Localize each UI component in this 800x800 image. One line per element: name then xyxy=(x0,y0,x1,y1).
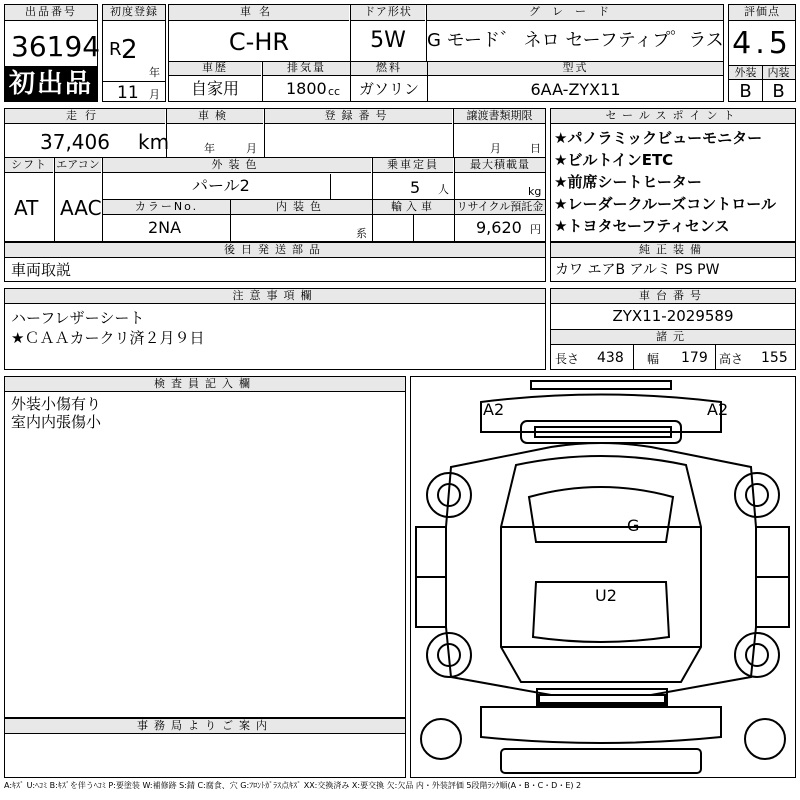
height-label: 高さ xyxy=(719,352,744,366)
inspector-box xyxy=(4,376,406,718)
sales-point-item: ★パノラミックビューモニター xyxy=(554,129,763,147)
shift-value: AT xyxy=(14,196,39,220)
exterior-score: B xyxy=(739,81,752,102)
car-name-label: 車名 xyxy=(169,5,349,21)
notes-box xyxy=(4,288,546,370)
first-listing-badge: 初出品 xyxy=(4,66,98,102)
fuel-value: ガソリン xyxy=(358,80,419,98)
aircon-value: AAC xyxy=(60,196,102,220)
displacement-label: 排気量 xyxy=(263,62,350,76)
capacity-label: 乗車定員 xyxy=(373,158,453,173)
lot-number-label: 出品番号 xyxy=(5,5,97,21)
office-box xyxy=(4,718,406,778)
sales-point-item: ★ビルトインETC xyxy=(554,151,674,169)
width-value: 179 xyxy=(681,350,708,366)
era-letter: R xyxy=(109,39,122,60)
equipment-label: 純正装備 xyxy=(551,243,795,258)
damage-mark: U2 xyxy=(595,586,617,605)
recycle-unit: 円 xyxy=(530,223,541,236)
sales-points-box xyxy=(550,108,796,242)
displacement-unit: cc xyxy=(328,85,341,98)
fuel-label: 燃料 xyxy=(351,62,427,76)
inspector-label: 検査員記入欄 xyxy=(5,377,405,392)
mileage-unit: km xyxy=(138,130,170,154)
inspection-month-unit: 月 xyxy=(246,142,257,155)
load-unit: kg xyxy=(528,185,542,198)
inspection-label: 車検 xyxy=(167,109,263,124)
dims-label: 諸元 xyxy=(551,330,795,345)
int-color-label: 内装色 xyxy=(231,200,372,215)
lot-number-value: 36194 xyxy=(11,30,101,63)
ext-color-value: パール2 xyxy=(192,176,250,195)
recycle-value: 9,620 xyxy=(476,218,522,237)
chassis-value: ZYX11-2029589 xyxy=(612,307,734,325)
sales-points-label: セールスポイント xyxy=(551,109,795,124)
damage-diagram-box xyxy=(410,376,796,778)
transfer-day-unit: 日 xyxy=(530,142,541,155)
later-parts-box xyxy=(4,242,546,282)
score-value: 4.5 xyxy=(732,26,792,61)
load-label: 最大積載量 xyxy=(455,158,545,173)
note-line: ★ＣＡＡカークリ済２月９日 xyxy=(11,329,205,347)
damage-mark: A2 xyxy=(483,400,505,419)
sales-point-item: ★前席シートヒーター xyxy=(554,173,702,191)
chassis-box xyxy=(550,288,796,370)
transfer-month-unit: 月 xyxy=(490,142,501,155)
color-no-value: 2NA xyxy=(148,218,182,237)
equipment-box xyxy=(550,242,796,282)
score-box xyxy=(728,4,796,102)
mileage-label: 走行 xyxy=(5,109,165,124)
month-unit: 月 xyxy=(149,88,160,101)
inspection-year-unit: 年 xyxy=(204,142,215,155)
transfer-docs-label: 譲渡書類期限 xyxy=(454,109,545,124)
first-registration-box xyxy=(102,4,166,102)
mileage-value: 37,406 xyxy=(40,130,110,154)
int-color-unit: 系 xyxy=(356,227,367,240)
sales-point-item: ★レーダークルーズコントロール xyxy=(554,195,776,213)
car-name-value: C-HR xyxy=(228,28,290,56)
grade-value: G モード゛ ネロ セーフティプ゜ラス xyxy=(427,30,724,51)
notes-label: 注意事項欄 xyxy=(5,289,545,304)
damage-mark: A2 xyxy=(707,400,729,419)
ext-color-label: 外装色 xyxy=(103,158,371,173)
sales-point-item: ★トヨタセーフティセンス xyxy=(554,217,730,235)
chassis-label: 車台番号 xyxy=(551,289,795,304)
shift-label: シフト xyxy=(5,158,53,173)
color-no-label: カラーNo. xyxy=(103,200,230,215)
inspector-line: 室内内張傷小 xyxy=(11,413,102,431)
model-value: 6AA-ZYX11 xyxy=(530,80,621,99)
year-unit: 年 xyxy=(149,66,160,79)
first-registration-label: 初度登録 xyxy=(103,5,165,21)
registration-year: 2 xyxy=(121,35,138,65)
interior-score: B xyxy=(772,81,785,102)
registration-label: 登録番号 xyxy=(265,109,452,124)
displacement-value: 1800 xyxy=(286,79,327,98)
exterior-score-label: 外装 xyxy=(729,66,762,80)
height-value: 155 xyxy=(761,350,788,366)
spec-box xyxy=(4,108,546,242)
history-label: 車歴 xyxy=(169,62,261,76)
length-label: 長さ xyxy=(555,352,580,366)
interior-score-label: 内装 xyxy=(762,66,795,80)
history-value: 自家用 xyxy=(190,79,239,98)
grade-label: グレード xyxy=(427,5,723,21)
recycle-label: リサイクル預託金 xyxy=(456,200,544,213)
door-label: ドア形状 xyxy=(351,5,425,21)
capacity-unit: 人 xyxy=(438,183,449,196)
registration-month: 11 xyxy=(117,83,139,103)
aircon-label: エアコン xyxy=(56,158,100,171)
import-label: 輸入車 xyxy=(373,200,454,215)
door-value: 5W xyxy=(370,28,406,53)
damage-mark: G xyxy=(627,516,640,535)
inspector-line: 外装小傷有り xyxy=(11,395,102,413)
capacity-value: 5 xyxy=(410,178,421,197)
model-label: 型式 xyxy=(428,62,723,76)
note-line: ハーフレザーシート xyxy=(11,309,145,327)
score-label: 評価点 xyxy=(729,5,795,21)
later-parts-label: 後日発送部品 xyxy=(5,243,545,258)
office-label: 事務局よりご案内 xyxy=(5,719,405,734)
length-value: 438 xyxy=(597,350,624,366)
car-diagram xyxy=(411,377,795,777)
width-label: 幅 xyxy=(647,352,660,366)
legend-text: A:ｷｽﾞ U:ﾍｺﾐ B:ｷｽﾞを伴うﾍｺﾐ P:要塗装 W:補修跡 S:錆 C:腐食、穴 G:ﾌﾛﾝﾄｶﾞﾗｽ点ｷｽﾞ XX:交換済み X:要交換 欠:欠品 内・外装評価 5段階ﾗﾝｸ順(A・B・C・D・E) 2 xyxy=(4,781,582,790)
equipment-value: カワ エアB アルミ PS PW xyxy=(555,262,720,278)
later-parts-value: 車両取説 xyxy=(11,261,72,279)
